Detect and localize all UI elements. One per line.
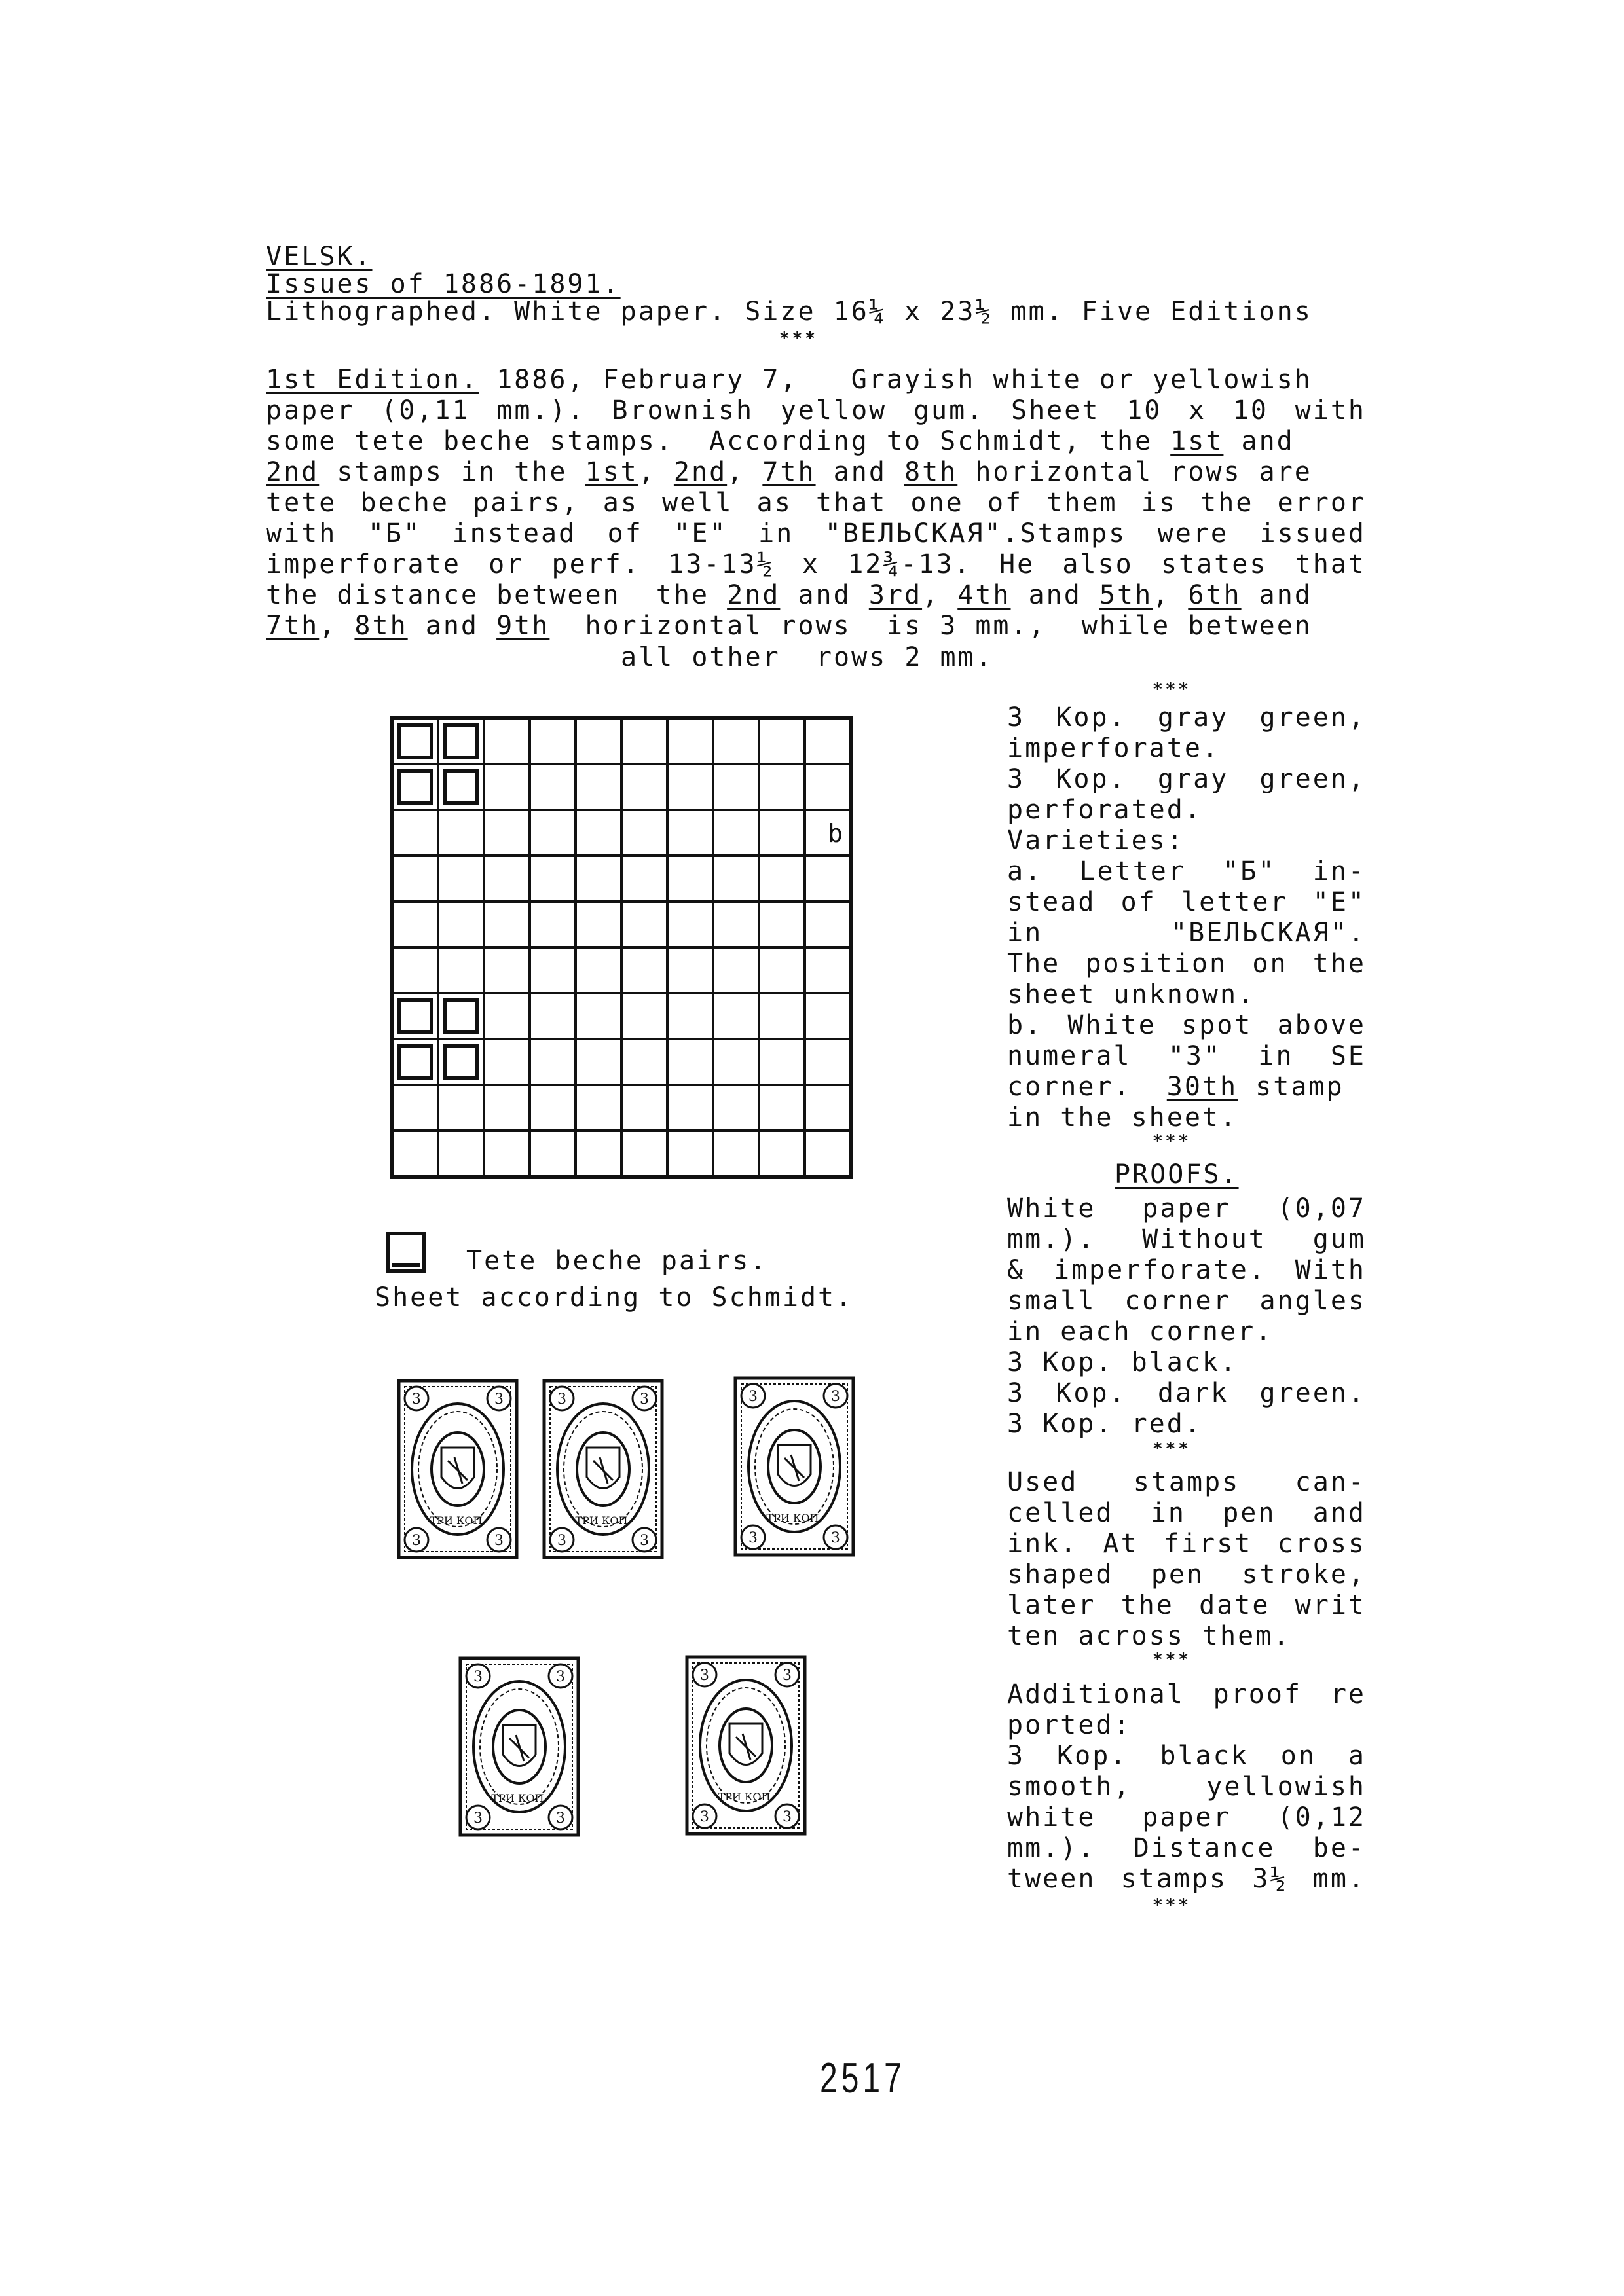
additional-line: white paper (0,12: [1007, 1802, 1366, 1832]
sheet-cell: [805, 1039, 851, 1085]
paragraph-line: tete beche pairs, as well as that one of them is the error: [266, 488, 1366, 518]
variety-line: 3 Kop. gray green,: [1007, 764, 1366, 794]
sheet-cell: [667, 810, 713, 856]
sheet-cell: [438, 1085, 484, 1131]
sheet-cell: [438, 856, 484, 902]
used-line: later the date writ: [1007, 1590, 1366, 1620]
sheet-cell: [484, 1085, 530, 1131]
sheet-cell: [713, 902, 759, 947]
sheet-cell: [484, 902, 530, 947]
used-line: Used stamps can-: [1007, 1467, 1366, 1497]
proof-line: 3 Kop. dark green.: [1007, 1378, 1366, 1408]
section-title: VELSK.: [266, 242, 373, 272]
paragraph-line: 7th, 8th and 9th horizontal rows is 3 mm., while between: [266, 611, 1312, 641]
sheet-cell: [392, 1039, 438, 1085]
sheet-cell: [621, 1131, 667, 1176]
sheet-cell: [759, 1131, 805, 1176]
sheet-cell: [667, 902, 713, 947]
stamp-illustration: [397, 1379, 519, 1559]
sheet-cell: [576, 993, 621, 1039]
sheet-cell: [530, 1131, 576, 1176]
sheet-cell: [392, 902, 438, 947]
sheet-cell: [713, 1085, 759, 1131]
used-line: ten across them.: [1007, 1621, 1291, 1651]
sheet-cell: [576, 1085, 621, 1131]
sheet-cell: [530, 718, 576, 764]
sheet-cell: [759, 1039, 805, 1085]
paragraph-line: all other rows 2 mm.: [621, 642, 993, 672]
stamp-illustration: [542, 1379, 664, 1559]
sheet-cell: [713, 856, 759, 902]
sheet-cell: [805, 856, 851, 902]
sheet-cell: [713, 993, 759, 1039]
sheet-cell: [759, 902, 805, 947]
variety-line: imperforate.: [1007, 733, 1220, 763]
variety-line: numeral "3" in SE: [1007, 1041, 1366, 1071]
sheet-cell: [759, 993, 805, 1039]
sheet-cell: [667, 1039, 713, 1085]
used-line: ink. At first cross: [1007, 1529, 1366, 1559]
sheet-cell: [438, 1039, 484, 1085]
sheet-cell: [759, 856, 805, 902]
stamp-illustration: [685, 1655, 807, 1836]
additional-line: smooth, yellowish: [1007, 1772, 1366, 1802]
variety-line: perforated.: [1007, 795, 1202, 825]
variety-line: in "ВЕЛЬСКАЯ".: [1007, 918, 1366, 948]
sheet-cell: [576, 718, 621, 764]
sheet-cell: [621, 856, 667, 902]
stamp-illustration: [733, 1376, 855, 1557]
proof-line: small corner angles: [1007, 1286, 1366, 1316]
sheet-cell: [805, 718, 851, 764]
sheet-cell: [438, 993, 484, 1039]
sheet-cell: [576, 1039, 621, 1085]
sheet-cell: [576, 947, 621, 993]
sheet-cell: [530, 764, 576, 810]
sheet-cell: [713, 810, 759, 856]
sheet-cell: [484, 810, 530, 856]
sheet-cell: [713, 1039, 759, 1085]
proof-line: White paper (0,07: [1007, 1194, 1366, 1224]
sheet-cell: [759, 1085, 805, 1131]
proof-line: in each corner.: [1007, 1317, 1274, 1347]
paragraph-line: 1st Edition. 1886, February 7, Grayish white or yellowish: [266, 365, 1312, 395]
sheet-cell: [713, 947, 759, 993]
sheet-cell: [484, 993, 530, 1039]
sheet-cell: [621, 947, 667, 993]
proof-line: mm.). Without gum: [1007, 1224, 1366, 1254]
variety-line: in the sheet.: [1007, 1102, 1238, 1133]
variety-line: corner. 30th stamp: [1007, 1072, 1344, 1102]
sheet-cell: [713, 1131, 759, 1176]
sheet-cell: [392, 764, 438, 810]
proof-line: 3 Kop. red.: [1007, 1409, 1202, 1439]
sheet-cell: [392, 947, 438, 993]
sheet-cell-variety-b: b: [805, 810, 851, 856]
page-number: 2517: [820, 2055, 906, 2102]
sheet-cell: [667, 947, 713, 993]
sheet-cell: [713, 764, 759, 810]
sheet-cell: [392, 1131, 438, 1176]
sheet-cell: [484, 764, 530, 810]
sheet-cell: [576, 902, 621, 947]
sheet-cell: [484, 1039, 530, 1085]
sheet-cell: [392, 993, 438, 1039]
sheet-cell: [484, 947, 530, 993]
paragraph-line: paper (0,11 mm.). Brownish yellow gum. Sheet 10 x 10 with: [266, 395, 1366, 426]
used-line: shaped pen stroke,: [1007, 1559, 1366, 1590]
sheet-cell: [621, 718, 667, 764]
sheet-cell: [667, 1131, 713, 1176]
separator: ***: [1153, 1131, 1191, 1151]
sheet-cell: [530, 810, 576, 856]
sheet-cell: [667, 718, 713, 764]
sheet-cell: [530, 947, 576, 993]
variety-line: sheet unknown.: [1007, 979, 1256, 1010]
sheet-cell: [392, 718, 438, 764]
sheet-cell: [484, 856, 530, 902]
tete-beche-legend-icon: [386, 1232, 426, 1273]
separator: ***: [1153, 680, 1191, 699]
variety-line: stead of letter "E": [1007, 887, 1366, 917]
sheet-cell: [805, 993, 851, 1039]
sheet-cell: [667, 764, 713, 810]
separator: ***: [779, 329, 818, 348]
variety-line: The position on the: [1007, 949, 1366, 979]
sheet-cell: [438, 947, 484, 993]
sheet-cell: [621, 1085, 667, 1131]
sheet-cell: [759, 718, 805, 764]
sheet-cell: [392, 810, 438, 856]
sheet-cell: [438, 764, 484, 810]
sheet-cell: [713, 718, 759, 764]
proof-line: & imperforate. With: [1007, 1255, 1366, 1285]
legend-text: Tete beche pairs.: [466, 1246, 768, 1276]
additional-line: 3 Kop. black on a: [1007, 1741, 1366, 1771]
sheet-cell: [576, 856, 621, 902]
sheet-cell: [759, 810, 805, 856]
variety-line: b. White spot above: [1007, 1010, 1366, 1040]
sheet-cell: [530, 856, 576, 902]
paragraph-line: some tete beche stamps. According to Schmidt, the 1st and: [266, 426, 1295, 456]
sheet-cell: [576, 1131, 621, 1176]
sheet-cell: [805, 902, 851, 947]
sheet-cell: [805, 764, 851, 810]
sheet-cell: [576, 764, 621, 810]
additional-line: tween stamps 3½ mm.: [1007, 1864, 1366, 1894]
variety-line: a. Letter "Б" in-: [1007, 856, 1366, 886]
varieties-heading: Varieties:: [1007, 826, 1185, 856]
paragraph-line: 2nd stamps in the 1st, 2nd, 7th and 8th horizontal rows are: [266, 457, 1312, 487]
separator: ***: [1153, 1895, 1191, 1915]
sheet-cell: [392, 856, 438, 902]
paragraph-line: with "Б" instead of "E" in "ВЕЛЬСКАЯ".Stamps were issued: [266, 519, 1366, 549]
sheet-cell: [530, 1085, 576, 1131]
issues-line: Issues of 1886-1891.: [266, 269, 621, 299]
sheet-cell: [759, 947, 805, 993]
proofs-heading: PROOFS.: [1115, 1159, 1239, 1190]
sheet-cell: [438, 1131, 484, 1176]
sheet-cell: [530, 902, 576, 947]
sheet-cell: [805, 947, 851, 993]
separator: ***: [1153, 1650, 1191, 1669]
sheet-cell: [621, 810, 667, 856]
sheet-cell: [667, 856, 713, 902]
used-line: celled in pen and: [1007, 1498, 1366, 1528]
sheet-cell: [530, 993, 576, 1039]
stamp-illustration: [458, 1656, 580, 1837]
sheet-cell: [805, 1131, 851, 1176]
sheet-cell: [667, 1085, 713, 1131]
sheet-cell: [438, 902, 484, 947]
paragraph-line: imperforate or perf. 13-13½ x 12¾-13. He also states that: [266, 549, 1366, 579]
sheet-cell: [759, 764, 805, 810]
sheet-cell: [438, 810, 484, 856]
additional-line: ported:: [1007, 1710, 1132, 1740]
sheet-diagram: [390, 716, 853, 1179]
separator: ***: [1153, 1439, 1191, 1459]
sheet-cell: [484, 718, 530, 764]
sheet-cell: [621, 993, 667, 1039]
sheet-cell: [576, 810, 621, 856]
sheet-cell: [530, 1039, 576, 1085]
paragraph-line: the distance between the 2nd and 3rd, 4th and 5th, 6th and: [266, 580, 1312, 610]
sheet-cell: [484, 1131, 530, 1176]
sheet-cell: [392, 1085, 438, 1131]
sheet-cell: [438, 718, 484, 764]
sheet-cell: [805, 1085, 851, 1131]
additional-line: Additional proof re: [1007, 1679, 1366, 1709]
sheet-cell: [621, 902, 667, 947]
additional-line: mm.). Distance be-: [1007, 1833, 1366, 1863]
specs-line: Lithographed. White paper. Size 16¼ x 23½ mm. Five Editions: [266, 297, 1312, 327]
variety-line: 3 Kop. gray green,: [1007, 702, 1366, 733]
sheet-cell: [621, 1039, 667, 1085]
sheet-cell: [621, 764, 667, 810]
proof-line: 3 Kop. black.: [1007, 1347, 1238, 1377]
legend-caption: Sheet according to Schmidt.: [375, 1283, 854, 1313]
sheet-cell: [667, 993, 713, 1039]
